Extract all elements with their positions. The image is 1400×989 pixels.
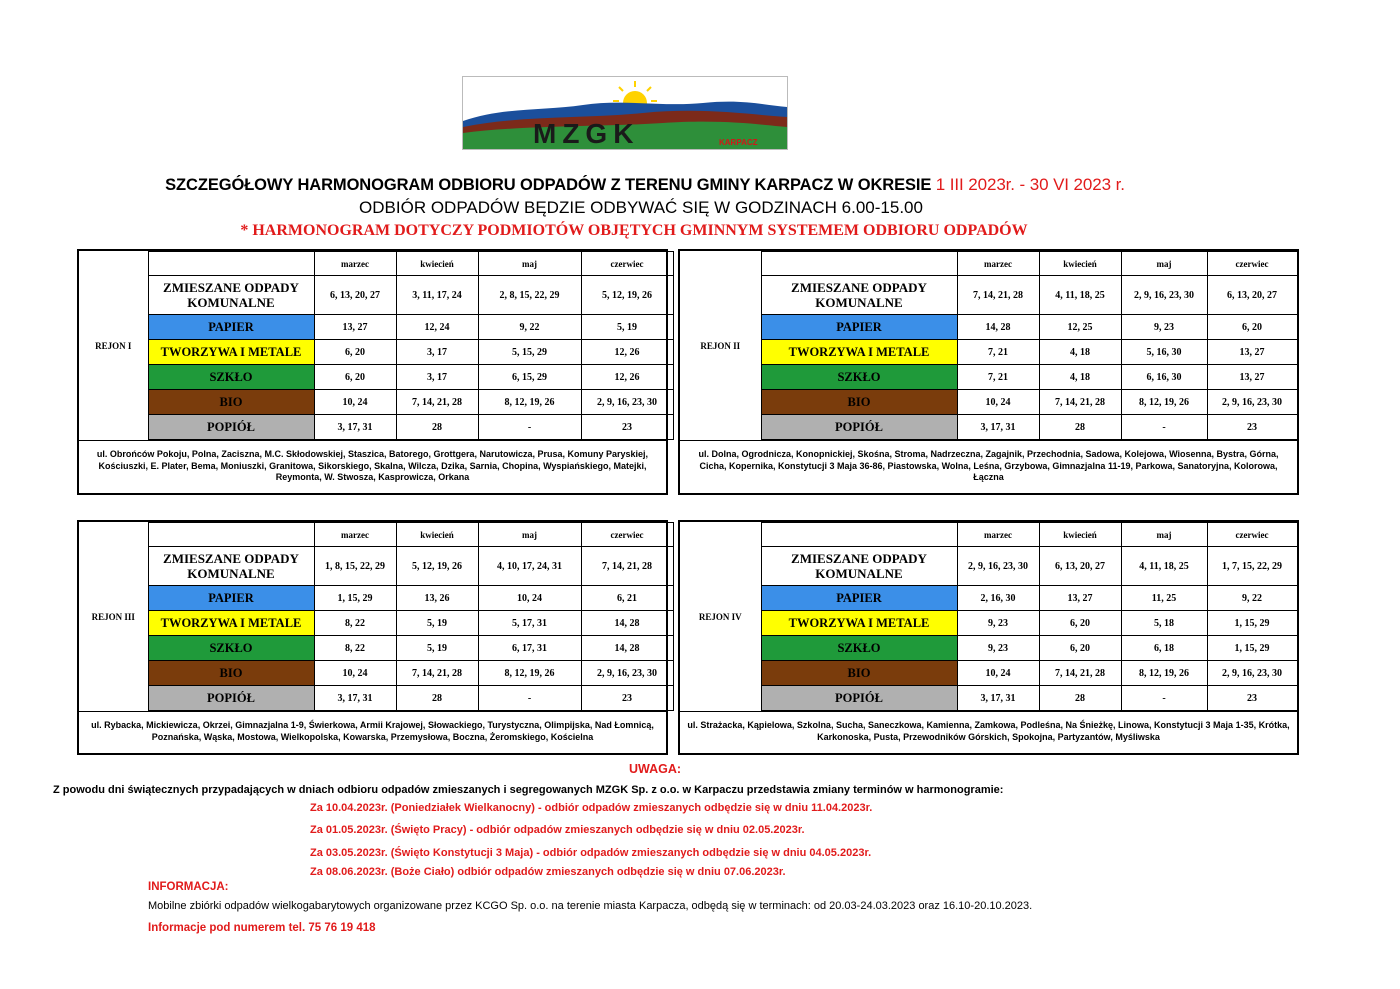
pickup-dates: 9, 23	[957, 636, 1039, 661]
pickup-dates: -	[1121, 686, 1207, 711]
waste-category: TWORZYWA I METALE	[761, 611, 957, 636]
schedule-row	[79, 315, 673, 340]
pickup-dates: 9, 22	[1207, 586, 1297, 611]
schedule-row	[680, 315, 1297, 340]
pickup-dates: 6, 20	[1039, 636, 1121, 661]
region-name: REJON I	[79, 252, 148, 440]
pickup-dates: 2, 9, 16, 23, 30	[1207, 661, 1297, 686]
schedule-table	[680, 522, 1298, 711]
pickup-dates: 28	[1039, 686, 1121, 711]
pickup-dates: 8, 22	[314, 611, 396, 636]
waste-category: TWORZYWA I METALE	[148, 340, 314, 365]
waste-category: ZMIESZANE ODPADY KOMUNALNE	[148, 276, 314, 315]
pickup-dates: 12, 26	[581, 340, 673, 365]
hours-line: ODBIÓR ODPADÓW BĘDZIE ODBYWAĆ SIĘ W GODZINACH 6.00-15.00	[359, 198, 923, 217]
waste-category: SZKŁO	[761, 365, 957, 390]
schedule-row	[680, 686, 1297, 711]
month-header: czerwiec	[1207, 252, 1297, 276]
month-header: kwiecień	[396, 523, 478, 547]
pickup-dates: 2, 9, 16, 23, 30	[1207, 390, 1297, 415]
pickup-dates: 6, 21	[581, 586, 673, 611]
pickup-dates: 13, 27	[314, 315, 396, 340]
month-header: czerwiec	[1207, 523, 1297, 547]
mzgk-logo	[462, 76, 788, 150]
pickup-dates: 10, 24	[957, 390, 1039, 415]
pickup-dates: -	[478, 686, 581, 711]
pickup-dates: 6, 13, 20, 27	[1207, 276, 1297, 315]
month-header: czerwiec	[581, 523, 673, 547]
month-header: maj	[478, 252, 581, 276]
schedule-row	[680, 276, 1297, 315]
waste-category: ZMIESZANE ODPADY KOMUNALNE	[761, 547, 957, 586]
waste-category: BIO	[761, 390, 957, 415]
pickup-dates: 4, 11, 18, 25	[1121, 547, 1207, 586]
region-streets: ul. Rybacka, Mickiewicza, Okrzei, Gimnazjalna 1-9, Świerkowa, Armii Krajowej, Słowackiego, Turystyczna, Olimpijska, Nad Łomnicą, Poznańska, Wąska, Mostowa, Wielkopolska, Kowarska, Przemysłowa, Boczna, Żeromskiego, Kościelna	[79, 711, 666, 751]
pickup-dates: 8, 12, 19, 26	[1121, 390, 1207, 415]
schedule-row	[79, 415, 673, 440]
pickup-dates: 5, 18	[1121, 611, 1207, 636]
pickup-dates: 2, 8, 15, 22, 29	[478, 276, 581, 315]
schedule-row	[79, 636, 673, 661]
pickup-dates: 28	[1039, 415, 1121, 440]
pickup-dates: 7, 14, 21, 28	[396, 661, 478, 686]
pickup-dates: 6, 20	[314, 365, 396, 390]
pickup-dates: 5, 17, 31	[478, 611, 581, 636]
month-header: marzec	[314, 523, 396, 547]
pickup-dates: 23	[1207, 686, 1297, 711]
pickup-dates: 7, 14, 21, 28	[957, 276, 1039, 315]
pickup-dates: 11, 25	[1121, 586, 1207, 611]
pickup-dates: 10, 24	[957, 661, 1039, 686]
waste-category: BIO	[148, 390, 314, 415]
pickup-dates: 3, 17, 31	[957, 686, 1039, 711]
header-blank-cell	[148, 523, 314, 547]
month-header: kwiecień	[1039, 252, 1121, 276]
pickup-dates: 4, 18	[1039, 365, 1121, 390]
schedule-row	[79, 365, 673, 390]
pickup-dates: 2, 16, 30	[957, 586, 1039, 611]
header-blank-cell	[761, 523, 957, 547]
pickup-dates: 9, 23	[1121, 315, 1207, 340]
schedule-row	[79, 661, 673, 686]
pickup-dates: 6, 13, 20, 27	[1039, 547, 1121, 586]
title-period: 1 III 2023r. - 30 VI 2023 r.	[935, 175, 1125, 194]
pickup-dates: 5, 12, 19, 26	[581, 276, 673, 315]
month-header: czerwiec	[581, 252, 673, 276]
pickup-dates: 13, 27	[1207, 365, 1297, 390]
logo-text: MZGK	[533, 118, 640, 149]
pickup-dates: 7, 14, 21, 28	[1039, 390, 1121, 415]
month-header: marzec	[957, 252, 1039, 276]
pickup-dates: 10, 24	[314, 390, 396, 415]
pickup-dates: 14, 28	[581, 636, 673, 661]
header-blank-cell	[761, 252, 957, 276]
schedule-row	[79, 547, 673, 586]
notice-change: Za 01.05.2023r. (Święto Pracy) - odbiór odpadów zmieszanych odbędzie się w dniu 02.05.2023r.	[310, 824, 805, 836]
notice-title: UWAGA:	[628, 762, 682, 776]
region-name: REJON III	[79, 523, 148, 711]
waste-category: PAPIER	[761, 586, 957, 611]
pickup-dates: 9, 22	[478, 315, 581, 340]
pickup-dates: 23	[1207, 415, 1297, 440]
pickup-dates: 6, 17, 31	[478, 636, 581, 661]
waste-category: TWORZYWA I METALE	[761, 340, 957, 365]
info-title: INFORMACJA:	[148, 881, 229, 893]
schedule-row	[680, 365, 1297, 390]
pickup-dates: 6, 20	[1039, 611, 1121, 636]
pickup-dates: 8, 12, 19, 26	[478, 390, 581, 415]
schedule-table	[79, 251, 674, 440]
pickup-dates: 7, 14, 21, 28	[396, 390, 478, 415]
waste-category: SZKŁO	[148, 636, 314, 661]
pickup-dates: 7, 14, 21, 28	[581, 547, 673, 586]
notice-change: Za 08.06.2023r. (Boże Ciało) odbiór odpadów zmieszanych odbędzie się w dniu 07.06.2023r.	[310, 866, 786, 878]
waste-category: SZKŁO	[148, 365, 314, 390]
region-4-table	[678, 520, 1299, 755]
pickup-dates: 8, 12, 19, 26	[478, 661, 581, 686]
schedule-row	[680, 586, 1297, 611]
waste-category: BIO	[148, 661, 314, 686]
pickup-dates: 3, 17, 31	[314, 415, 396, 440]
schedule-row	[680, 415, 1297, 440]
month-header: kwiecień	[1039, 523, 1121, 547]
title-text: SZCZEGÓŁOWY HARMONOGRAM ODBIORU ODPADÓW Z TERENU GMINY KARPACZ W OKRESIE	[165, 176, 936, 194]
pickup-dates: 4, 18	[1039, 340, 1121, 365]
schedule-row	[79, 276, 673, 315]
schedule-row	[680, 661, 1297, 686]
schedule-row	[680, 547, 1297, 586]
month-header: maj	[478, 523, 581, 547]
waste-category: PAPIER	[761, 315, 957, 340]
month-header: maj	[1121, 523, 1207, 547]
waste-category: ZMIESZANE ODPADY KOMUNALNE	[761, 276, 957, 315]
pickup-dates: 23	[581, 415, 673, 440]
pickup-dates: 8, 22	[314, 636, 396, 661]
pickup-dates: 3, 17	[396, 365, 478, 390]
waste-category: PAPIER	[148, 315, 314, 340]
region-name: REJON II	[680, 252, 761, 440]
pickup-dates: 5, 19	[396, 611, 478, 636]
region-name: REJON IV	[680, 523, 761, 711]
pickup-dates: 6, 20	[314, 340, 396, 365]
month-header-row	[680, 252, 1297, 276]
page-title	[0, 175, 1290, 195]
pickup-dates: 5, 15, 29	[478, 340, 581, 365]
schedule-row	[680, 390, 1297, 415]
pickup-dates: 4, 10, 17, 24, 31	[478, 547, 581, 586]
pickup-dates: 5, 16, 30	[1121, 340, 1207, 365]
pickup-dates: 1, 15, 29	[1207, 611, 1297, 636]
pickup-dates: -	[478, 415, 581, 440]
region-2-table	[678, 249, 1299, 495]
waste-category: POPIÓŁ	[761, 686, 957, 711]
pickup-dates: 2, 9, 16, 23, 30	[581, 390, 673, 415]
pickup-dates: 12, 24	[396, 315, 478, 340]
region-streets: ul. Obrońców Pokoju, Polna, Zaciszna, M.C. Skłodowskiej, Staszica, Batorego, Grottgera, Narutowicza, Prusa, Komuny Paryskiej, Kościuszki, E. Plater, Bema, Moniuszki, Granitowa, Sikorskiego, Skalna, Wilcza, Dzika, Sarnia, Chopina, Wyspiańskiego, Matejki, Reymonta, W. Stwosza, Kasprowicza, Orkana	[79, 440, 666, 490]
waste-category: PAPIER	[148, 586, 314, 611]
info-phone: Informacje pod numerem tel. 75 76 19 418	[148, 922, 376, 934]
pickup-dates: 13, 27	[1207, 340, 1297, 365]
schedule-table	[79, 522, 674, 711]
pickup-dates: 14, 28	[957, 315, 1039, 340]
region-streets: ul. Dolna, Ogrodnicza, Konopnickiej, Skośna, Stroma, Nadrzeczna, Zagajnik, Przechodnia, Sadowa, Kolejowa, Wiosenna, Bystra, Górna, Cicha, Kopernika, Konstytucji 3 Maja 36-86, Piastowska, Wolna, Leśna, Grzybowa, Gimnazjalna 11-19, Parkowa, Sanatoryjna, Kolorowa, Łączna	[680, 440, 1297, 490]
pickup-dates: 10, 24	[314, 661, 396, 686]
schedule-row	[680, 340, 1297, 365]
pickup-dates: 2, 9, 16, 23, 30	[1121, 276, 1207, 315]
pickup-dates: 4, 11, 18, 25	[1039, 276, 1121, 315]
pickup-dates: 12, 26	[581, 365, 673, 390]
pickup-dates: 13, 26	[396, 586, 478, 611]
region-1-table	[77, 249, 668, 495]
pickup-dates: 10, 24	[478, 586, 581, 611]
scope-note: * HARMONOGRAM DOTYCZY PODMIOTÓW OBJĘTYCH GMINNYM SYSTEMEM ODBIORU ODPADÓW	[240, 222, 1028, 239]
month-header: marzec	[314, 252, 396, 276]
pickup-dates: 2, 9, 16, 23, 30	[581, 661, 673, 686]
month-header: maj	[1121, 252, 1207, 276]
schedule-table	[680, 251, 1298, 440]
pickup-dates: 5, 19	[581, 315, 673, 340]
waste-category: ZMIESZANE ODPADY KOMUNALNE	[148, 547, 314, 586]
pickup-dates: 28	[396, 686, 478, 711]
pickup-dates: 13, 27	[1039, 586, 1121, 611]
pickup-dates: 1, 7, 15, 22, 29	[1207, 547, 1297, 586]
pickup-dates: 1, 15, 29	[314, 586, 396, 611]
pickup-dates: 7, 14, 21, 28	[1039, 661, 1121, 686]
waste-category: BIO	[761, 661, 957, 686]
pickup-dates: 12, 25	[1039, 315, 1121, 340]
logo-subtext: KARPACZ	[719, 138, 758, 147]
pickup-dates: 6, 20	[1207, 315, 1297, 340]
schedule-row	[79, 340, 673, 365]
pickup-dates: 14, 28	[581, 611, 673, 636]
pickup-dates: 6, 13, 20, 27	[314, 276, 396, 315]
pickup-dates: 9, 23	[957, 611, 1039, 636]
notice-change: Za 03.05.2023r. (Święto Konstytucji 3 Maja) - odbiór odpadów zmieszanych odbędzie się w dniu 04.05.2023r.	[310, 847, 872, 859]
month-header: kwiecień	[396, 252, 478, 276]
month-header-row	[79, 523, 673, 547]
month-header-row	[79, 252, 673, 276]
pickup-dates: -	[1121, 415, 1207, 440]
month-header-row	[680, 523, 1297, 547]
schedule-row	[79, 390, 673, 415]
info-text: Mobilne zbiórki odpadów wielkogabarytowych organizowane przez KCGO Sp. o.o. na terenie miasta Karpacza, odbędą się w terminach: od 20.03-24.03.2023 oraz 16.10-20.10.2023.	[148, 900, 1033, 912]
waste-category: TWORZYWA I METALE	[148, 611, 314, 636]
schedule-row	[79, 586, 673, 611]
waste-category: POPIÓŁ	[761, 415, 957, 440]
pickup-dates: 1, 15, 29	[1207, 636, 1297, 661]
header-blank-cell	[148, 252, 314, 276]
pickup-dates: 1, 8, 15, 22, 29	[314, 547, 396, 586]
pickup-dates: 7, 21	[957, 340, 1039, 365]
region-streets: ul. Strażacka, Kąpielowa, Szkolna, Sucha, Saneczkowa, Kamienna, Zamkowa, Podleśna, Na Śnieżkę, Linowa, Konstytucji 3 Maja 1-35, Krótka, Karkonoska, Pusta, Przewodników Górskich, Spokojna, Partyzantów, Myśliwska	[680, 711, 1297, 751]
schedule-row	[680, 636, 1297, 661]
pickup-dates: 3, 11, 17, 24	[396, 276, 478, 315]
pickup-dates: 3, 17, 31	[314, 686, 396, 711]
pickup-dates: 8, 12, 19, 26	[1121, 661, 1207, 686]
pickup-dates: 6, 15, 29	[478, 365, 581, 390]
schedule-row	[79, 611, 673, 636]
waste-category: POPIÓŁ	[148, 686, 314, 711]
waste-category: SZKŁO	[761, 636, 957, 661]
notice-change: Za 10.04.2023r. (Poniedziałek Wielkanocny) - odbiór odpadów zmieszanych odbędzie się w dniu 11.04.2023r.	[310, 802, 873, 814]
month-header: marzec	[957, 523, 1039, 547]
schedule-row	[79, 686, 673, 711]
pickup-dates: 2, 9, 16, 23, 30	[957, 547, 1039, 586]
pickup-dates: 6, 16, 30	[1121, 365, 1207, 390]
pickup-dates: 7, 21	[957, 365, 1039, 390]
pickup-dates: 3, 17, 31	[957, 415, 1039, 440]
region-3-table	[77, 520, 668, 755]
pickup-dates: 5, 19	[396, 636, 478, 661]
pickup-dates: 6, 18	[1121, 636, 1207, 661]
pickup-dates: 5, 12, 19, 26	[396, 547, 478, 586]
schedule-row	[680, 611, 1297, 636]
notice-reason: Z powodu dni świątecznych przypadających w dniach odbioru odpadów zmieszanych i segregowanych MZGK Sp. z o.o. w Karpaczu przedstawia zmiany terminów w harmonogramie:	[53, 784, 1004, 796]
pickup-dates: 28	[396, 415, 478, 440]
pickup-dates: 23	[581, 686, 673, 711]
waste-category: POPIÓŁ	[148, 415, 314, 440]
pickup-dates: 3, 17	[396, 340, 478, 365]
